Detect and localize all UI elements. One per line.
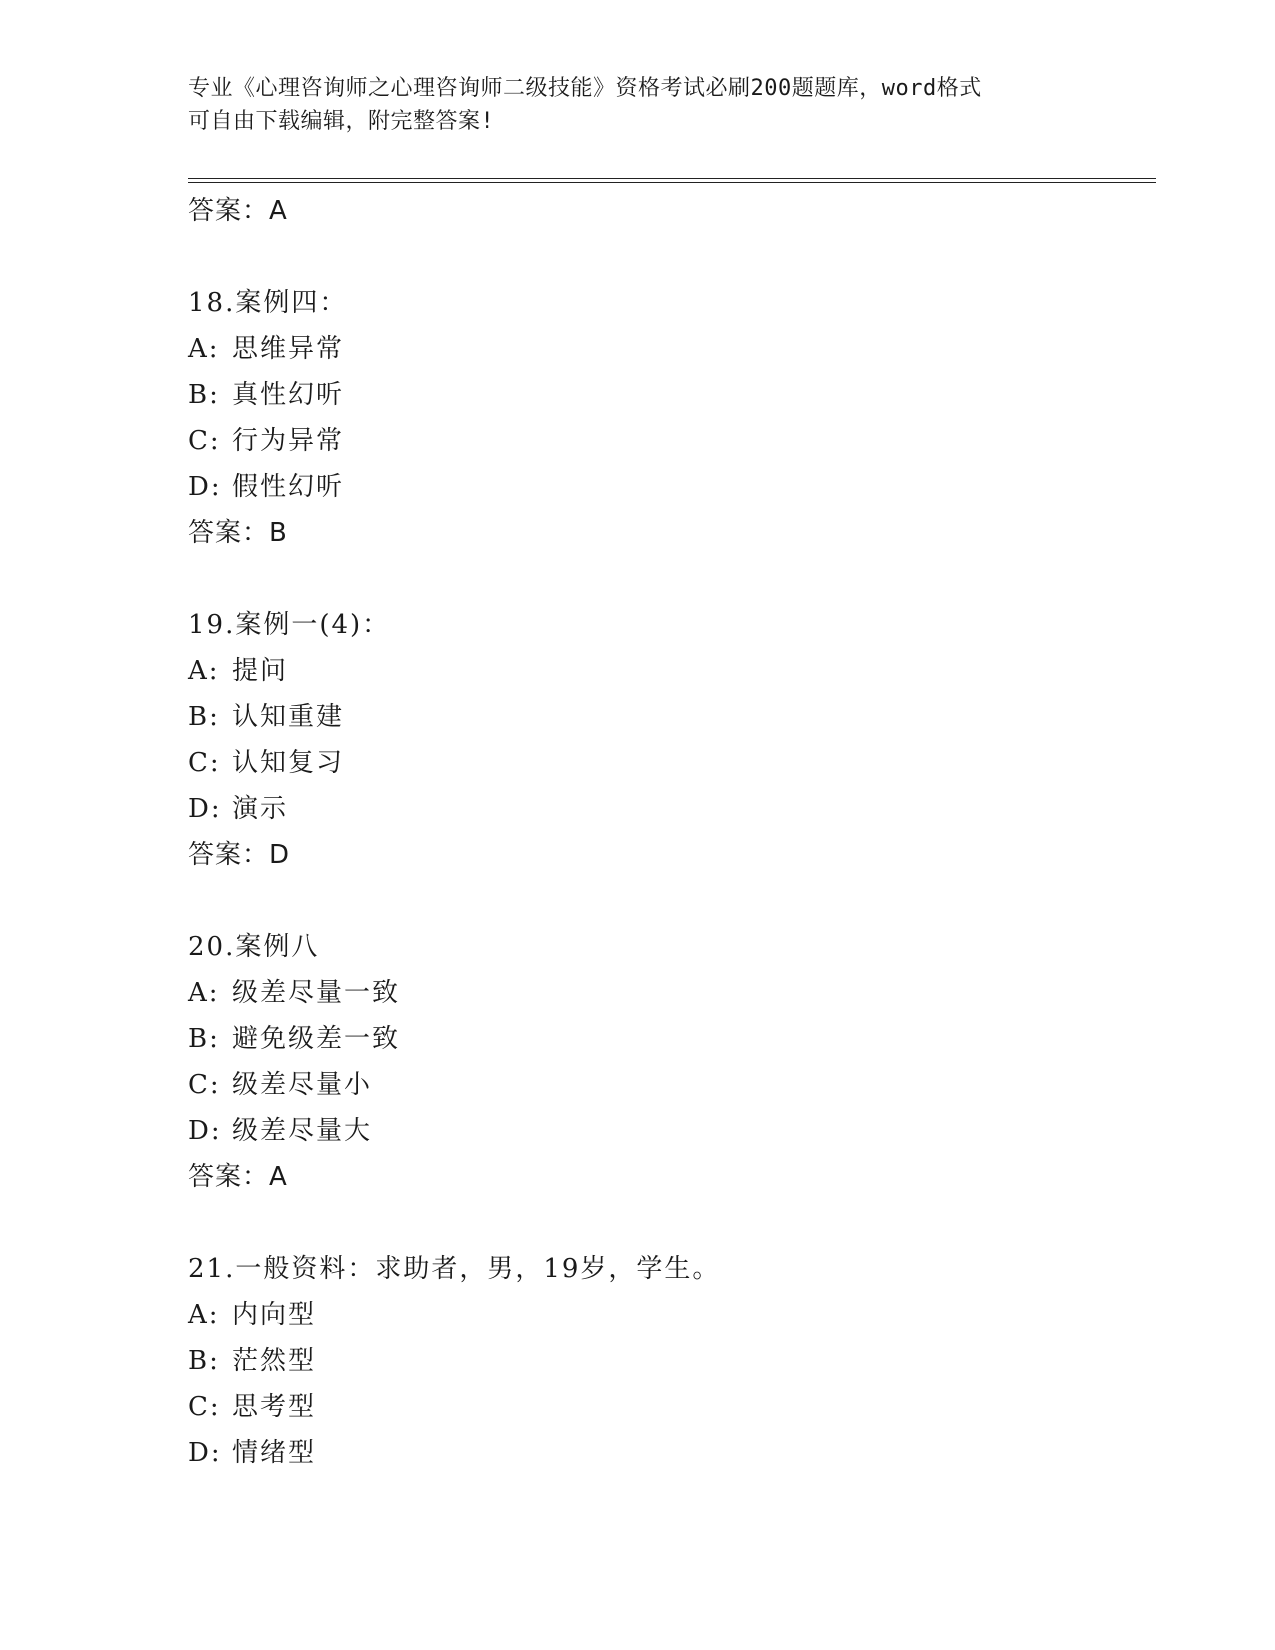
option-letter: A: [188,334,220,364]
option-letter: C: [188,426,221,456]
option-letter: D: [188,1116,222,1146]
option-letter: B: [188,380,220,410]
option-text: 内向型 [232,1300,317,1330]
option-c [188,1384,1148,1430]
option-d [188,1108,1148,1154]
option-letter: C: [188,748,221,778]
answer-line: 答案：B [188,518,288,548]
header-line-2: 可自由下载编辑，附完整答案! [188,109,495,134]
question-stem: 21.一般资料：求助者，男，19岁，学生。 [188,1254,721,1284]
option-text: 思考型 [232,1392,317,1422]
option-b [188,372,1148,418]
option-b [188,1338,1148,1384]
option-a [188,326,1148,372]
option-b [188,694,1148,740]
answer-line: 答案：A [188,196,288,226]
question-block [188,1246,1148,1476]
option-a [188,970,1148,1016]
option-d [188,464,1148,510]
option-text: 情绪型 [232,1438,317,1468]
option-text: 思维异常 [232,334,345,364]
option-c [188,740,1148,786]
option-text: 提问 [232,656,289,686]
option-letter: B: [188,1024,220,1054]
option-letter: C: [188,1392,221,1422]
option-text: 级差尽量一致 [232,978,401,1008]
question-stem: 19.案例一(4)： [188,610,391,640]
option-d [188,1430,1148,1476]
option-letter: B: [188,1346,220,1376]
question-stem: 18.案例四： [188,288,348,318]
option-text: 演示 [232,794,289,824]
option-a [188,648,1148,694]
option-letter: A: [188,656,220,686]
question-block [188,924,1148,1200]
option-letter: A: [188,978,220,1008]
option-a [188,1292,1148,1338]
option-text: 假性幻听 [232,472,345,502]
question-list [188,188,1148,1476]
option-letter: D: [188,1438,222,1468]
option-text: 行为异常 [232,426,345,456]
header-line-1: 专业《心理咨询师之心理咨询师二级技能》资格考试必刷200题题库，word格式 [188,76,982,101]
option-text: 认知重建 [232,702,345,732]
option-letter: D: [188,472,222,502]
document-header [188,72,1088,138]
option-text: 级差尽量小 [232,1070,373,1100]
question-stem: 20.案例八 [188,932,320,962]
answer-line: 答案：D [188,840,291,870]
option-text: 茫然型 [232,1346,317,1376]
question-block [188,602,1148,878]
option-text: 级差尽量大 [232,1116,373,1146]
option-text: 真性幻听 [232,380,345,410]
answer-line: 答案：A [188,1162,288,1192]
option-letter: B: [188,702,220,732]
option-b [188,1016,1148,1062]
question-block [188,280,1148,556]
option-c [188,418,1148,464]
header-divider [188,178,1156,183]
option-text: 避免级差一致 [232,1024,401,1054]
option-letter: A: [188,1300,220,1330]
option-letter: D: [188,794,222,824]
option-c [188,1062,1148,1108]
option-letter: C: [188,1070,221,1100]
option-text: 认知复习 [232,748,345,778]
option-d [188,786,1148,832]
